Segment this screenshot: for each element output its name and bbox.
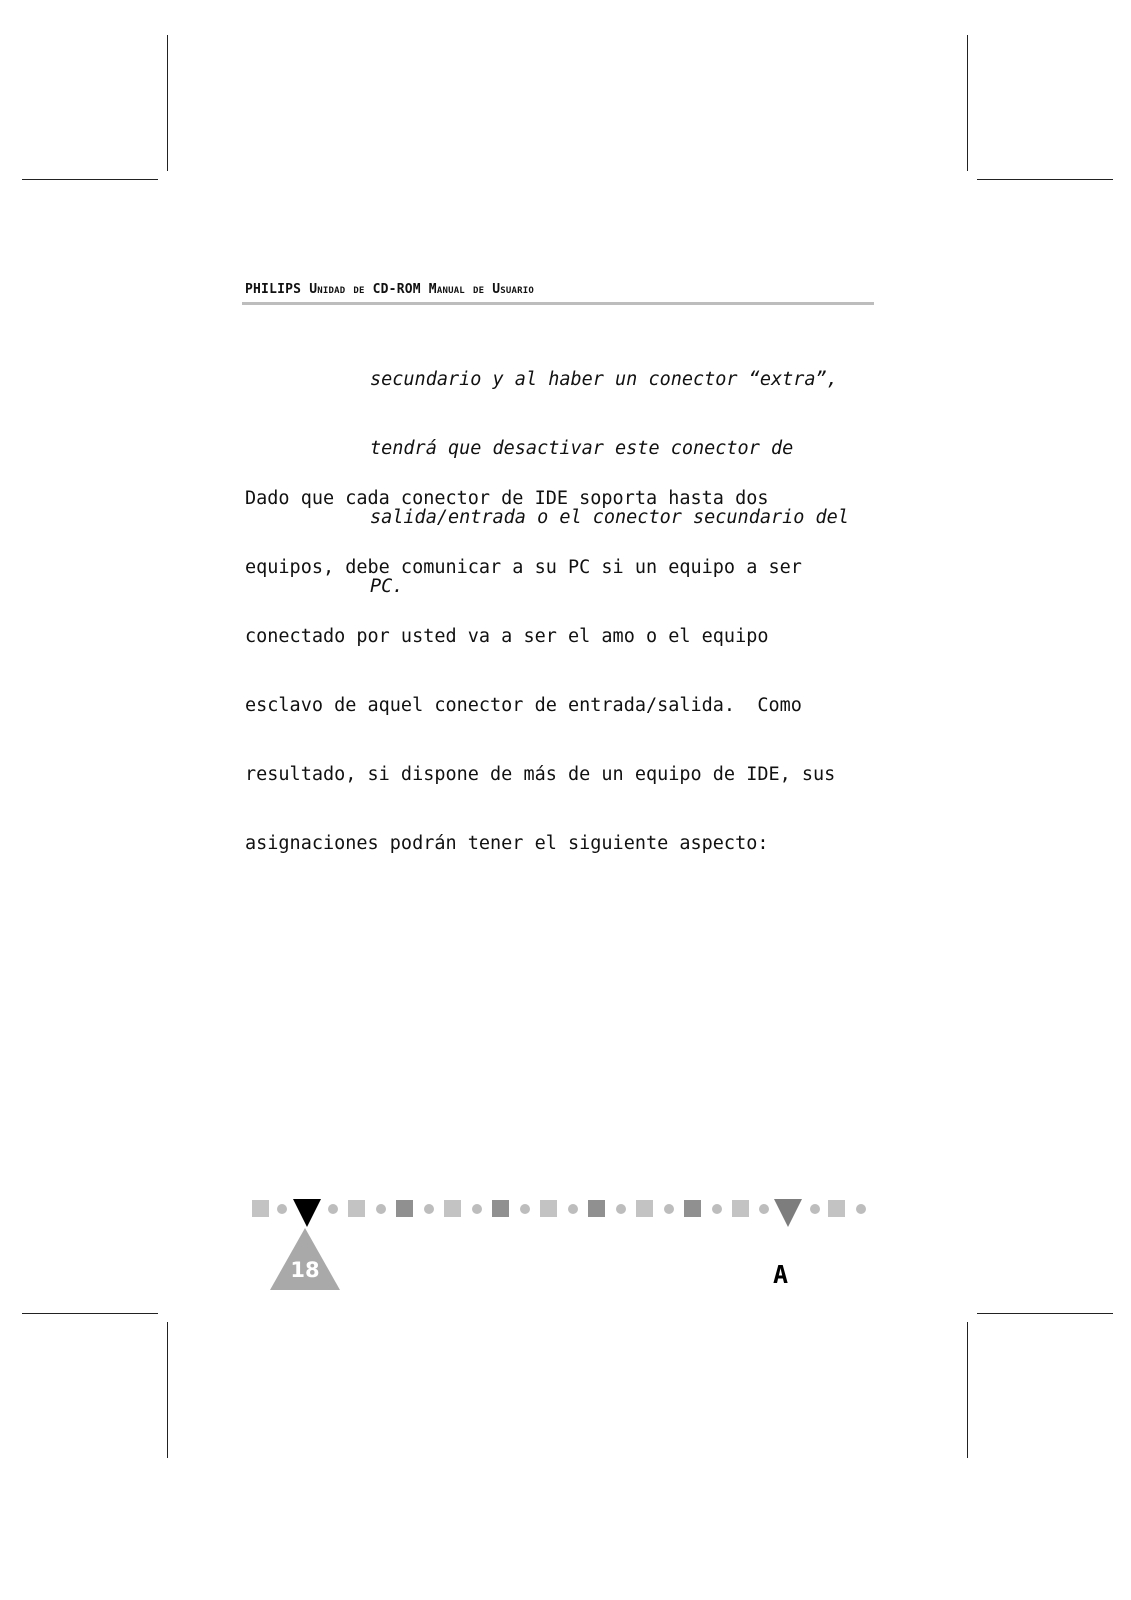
note-line: secundario y al haber un conector “extra”, — [370, 369, 838, 390]
body-paragraph — [245, 441, 885, 878]
dot-ornament — [616, 1204, 626, 1214]
footer-decoration-strip — [244, 1196, 884, 1224]
crop-mark-bottom-left-vertical — [167, 1322, 168, 1458]
dot-ornament — [856, 1204, 866, 1214]
crop-mark-bottom-right-vertical — [967, 1322, 968, 1458]
header-rule — [242, 302, 874, 305]
dot-ornament — [568, 1204, 578, 1214]
square-ornament — [396, 1200, 413, 1217]
dot-ornament — [712, 1204, 722, 1214]
square-ornament — [684, 1200, 701, 1217]
square-ornament — [636, 1200, 653, 1217]
crop-mark-top-left-vertical — [167, 35, 168, 171]
body-line: resultado, si dispone de más de un equipo de IDE, sus — [245, 764, 836, 785]
dot-ornament — [810, 1204, 820, 1214]
note-line: PC. — [370, 576, 404, 597]
dot-ornament — [664, 1204, 674, 1214]
body-line: esclavo de aquel conector de entrada/salida. Como — [245, 695, 802, 716]
crop-mark-bottom-right-horizontal — [977, 1313, 1113, 1314]
square-ornament — [348, 1200, 365, 1217]
dot-ornament — [376, 1204, 386, 1214]
dot-ornament — [328, 1204, 338, 1214]
dot-ornament — [472, 1204, 482, 1214]
crop-mark-top-left-horizontal — [22, 179, 158, 180]
crop-mark-bottom-left-horizontal — [22, 1313, 158, 1314]
square-ornament — [444, 1200, 461, 1217]
body-line: asignaciones podrán tener el siguiente aspecto: — [245, 833, 769, 854]
note-line: tendrá que desactivar este conector de — [370, 438, 794, 459]
black-triangle-marker — [293, 1199, 321, 1227]
body-line: conectado por usted va a ser el amo o el equipo — [245, 626, 769, 647]
square-ornament — [252, 1200, 269, 1217]
square-ornament — [732, 1200, 749, 1217]
square-ornament — [588, 1200, 605, 1217]
dot-ornament — [520, 1204, 530, 1214]
body-line: Dado que cada conector de IDE soporta hasta dos — [245, 488, 769, 509]
dot-ornament — [759, 1204, 769, 1214]
dot-ornament — [277, 1204, 287, 1214]
crop-mark-top-right-vertical — [967, 35, 968, 171]
note-line: salida/entrada o el conector secundario del — [370, 507, 849, 528]
square-ornament — [492, 1200, 509, 1217]
square-ornament — [540, 1200, 557, 1217]
body-line: equipos, debe comunicar a su PC si un equipo a ser — [245, 557, 802, 578]
running-header: PHILIPS Unidad de CD-ROM Manual de Usuario — [245, 282, 534, 297]
gray-triangle-marker — [774, 1199, 802, 1227]
section-letter: A — [773, 1260, 789, 1289]
dot-ornament — [424, 1204, 434, 1214]
crop-mark-top-right-horizontal — [977, 179, 1113, 180]
square-ornament — [828, 1200, 845, 1217]
page-number: 18 — [290, 1258, 320, 1282]
